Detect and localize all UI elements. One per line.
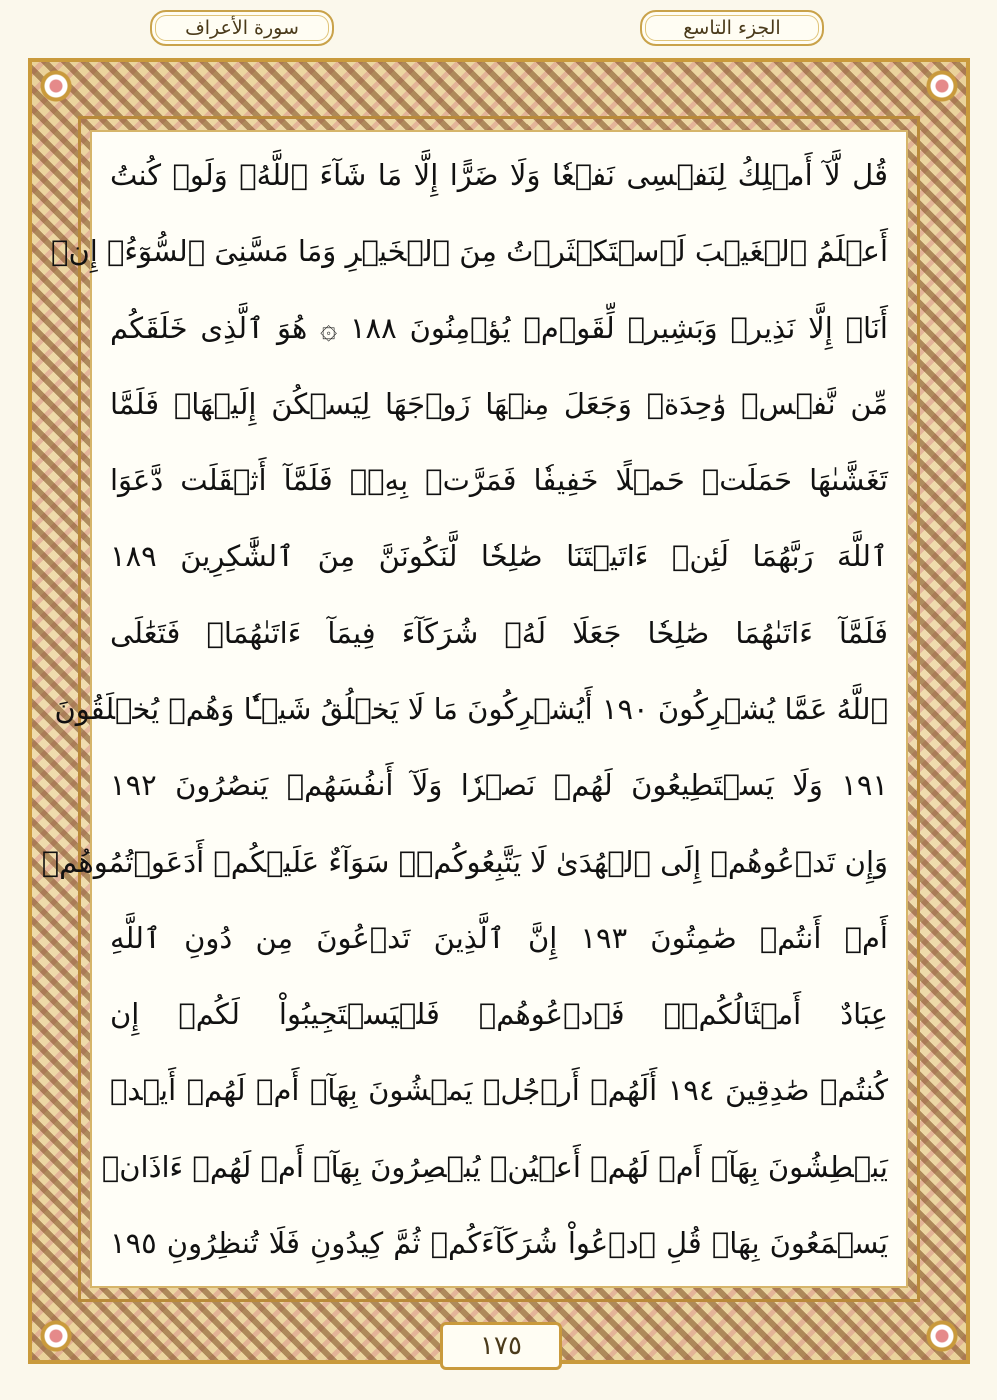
corner-ornament-icon — [36, 1316, 76, 1356]
verse-line: قُل لَّآ أَمۡلِكُ لِنَفۡسِى نَفۡعٗا وَلَا ضَرًّا إِلَّا مَا شَآءَ ٱللَّهُۚ وَلَوۡ كُنتُ — [110, 158, 888, 192]
juz-name-label: الجزء التاسع — [640, 10, 824, 46]
verse-line: مِّن نَّفۡسٖ وَٰحِدَةٖ وَجَعَلَ مِنۡهَا زَوۡجَهَا لِيَسۡكُنَ إِلَيۡهَاۖ فَلَمَّا — [110, 386, 888, 421]
verse-line: وَإِن تَدۡعُوهُمۡ إِلَى ٱلۡهُدَىٰ لَا يَتَّبِعُوكُمۡۚ سَوَآءٌ عَلَيۡكُمۡ أَدَعَوۡتُمُوهُمۡ — [41, 844, 888, 879]
corner-ornament-icon — [922, 66, 962, 106]
corner-ornament-icon — [36, 66, 76, 106]
verse-lines — [41, 140, 889, 1278]
verse-line: يَسۡمَعُونَ بِهَاۗ قُلِ ٱدۡعُواْ شُرَكَآءَكُمۡ ثُمَّ كِيدُونِ فَلَا تُنظِرُونِ ١٩٥ — [110, 1225, 888, 1260]
verse-line: يَبۡطِشُونَ بِهَآۖ أَمۡ لَهُمۡ أَعۡيُنٞ يُبۡصِرُونَ بِهَآۖ أَمۡ لَهُمۡ ءَاذَانٞ — [101, 1149, 888, 1184]
verse-line: أَنَا۠ إِلَّا نَذِيرٞ وَبَشِيرٞ لِّقَوۡمٖ يُؤۡمِنُونَ ١٨٨ ۞ هُوَ ٱلَّذِى خَلَقَكُم — [110, 310, 888, 345]
verse-line: ١٩١ وَلَا يَسۡتَطِيعُونَ لَهُمۡ نَصۡرٗا وَلَآ أَنفُسَهُمۡ يَنصُرُونَ ١٩٢ — [110, 768, 888, 803]
verse-line: ٱللَّهُ عَمَّا يُشۡرِكُونَ ١٩٠ أَيُشۡرِكُونَ مَا لَا يَخۡلُقُ شَيۡـٔٗا وَهُمۡ يُخۡلَقُونَ — [54, 691, 888, 726]
verse-line: كُنتُمۡ صَٰدِقِينَ ١٩٤ أَلَهُمۡ أَرۡجُلٞ يَمۡشُونَ بِهَآۖ أَمۡ لَهُمۡ أَيۡدٖ — [110, 1073, 889, 1108]
verse-line: فَلَمَّآ ءَاتَىٰهُمَا صَٰلِحٗا جَعَلَا لَهُۥ شُرَكَآءَ فِيمَآ ءَاتَىٰهُمَاۚ فَتَعَٰلَى — [110, 615, 888, 650]
verse-line: أَعۡلَمُ ٱلۡغَيۡبَ لَٱسۡتَكۡثَرۡتُ مِنَ ٱلۡخَيۡرِ وَمَا مَسَّنِىَ ٱلسُّوٓءُۚ إِنۡ — [51, 234, 888, 269]
surah-name-label: سورة الأعراف — [150, 10, 334, 46]
corner-ornament-icon — [922, 1316, 962, 1356]
page-number: ١٧٥ — [440, 1322, 562, 1370]
verse-line: أَمۡ أَنتُمۡ صَٰمِتُونَ ١٩٣ إِنَّ ٱلَّذِينَ تَدۡعُونَ مِن دُونِ ٱللَّهِ — [110, 920, 888, 955]
verse-line: تَغَشَّىٰهَا حَمَلَتۡ حَمۡلًا خَفِيفٗا فَمَرَّتۡ بِهِۦۖ فَلَمَّآ أَثۡقَلَت دَّعَوَا — [110, 463, 888, 498]
verse-line: عِبَادٌ أَمۡثَالُكُمۡۖ فَٱدۡعُوهُمۡ فَلۡيَسۡتَجِيبُواْ لَكُمۡ إِن — [110, 997, 888, 1032]
verse-line: ٱللَّهَ رَبَّهُمَا لَئِنۡ ءَاتَيۡتَنَا صَٰلِحٗا لَّنَكُونَنَّ مِنَ ٱلشَّٰكِرِينَ ١٨٩ — [110, 539, 888, 574]
quran-text-panel — [41, 130, 908, 1288]
